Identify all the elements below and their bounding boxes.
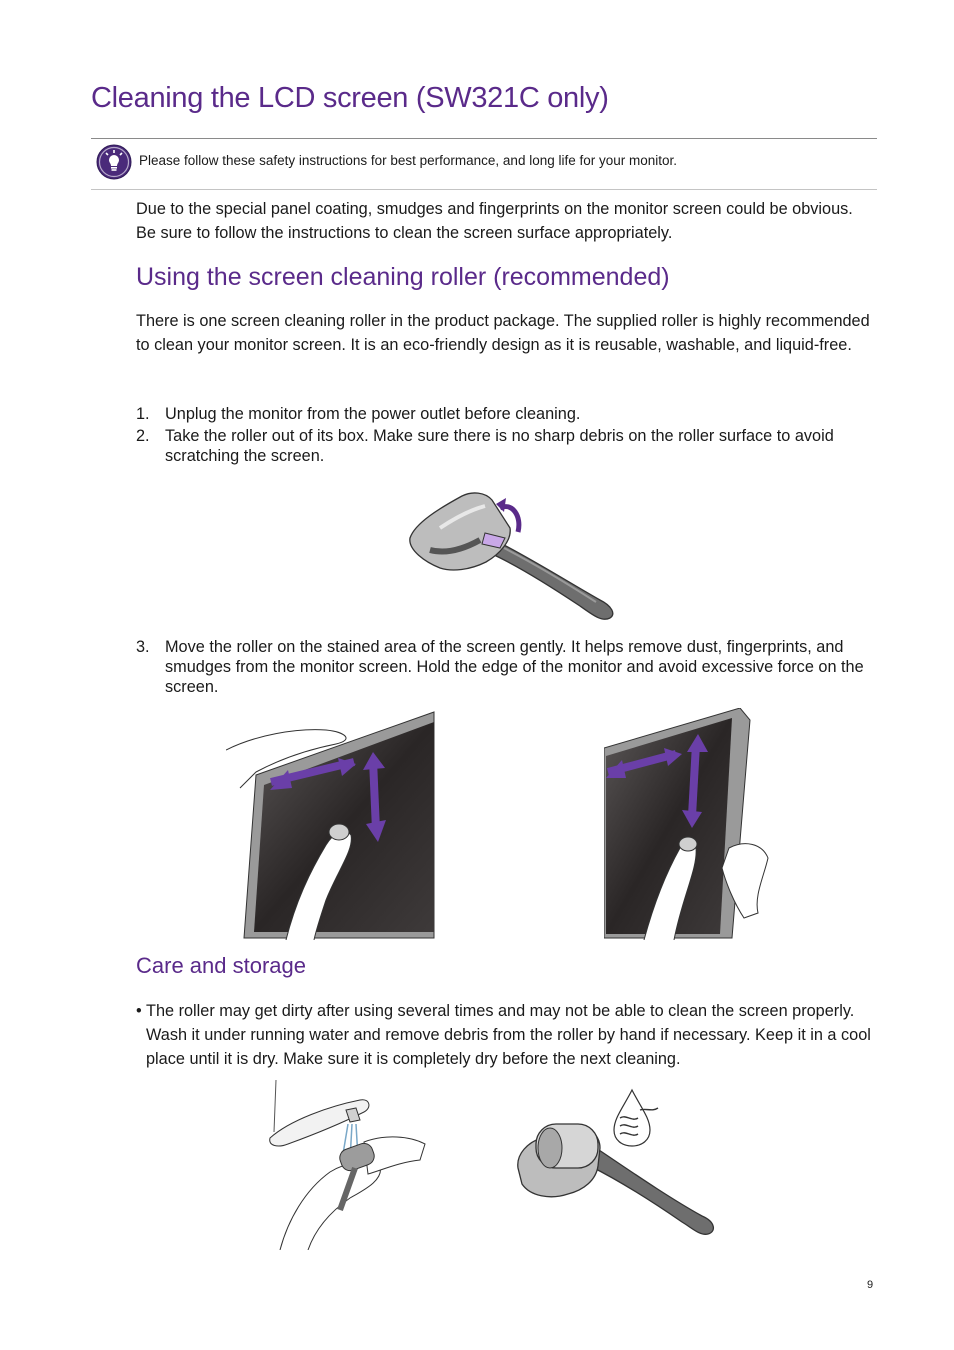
step-number: 2.	[136, 427, 150, 445]
section-title: Using the screen cleaning roller (recommended)	[136, 263, 670, 291]
step-1	[136, 404, 876, 424]
page-title: Cleaning the LCD screen (SW321C only)	[91, 82, 609, 114]
step-text: Move the roller on the stained area of the screen gently. It helps remove dust, fingerprints, and smudges from the monitor screen. Hold the edge of the monitor and avoid excessive force on the screen.	[165, 638, 864, 696]
page-number: 9	[867, 1279, 874, 1291]
lightbulb-icon	[96, 144, 132, 180]
step-2	[136, 426, 876, 466]
care-title: Care and storage	[136, 953, 306, 978]
step-3	[136, 637, 876, 697]
drying-illustration	[506, 1088, 718, 1238]
divider-bottom	[91, 189, 877, 190]
intro-paragraph: Due to the special panel coating, smudges and fingerprints on the monitor screen could be obvious. Be sure to follow the instructions to clean the screen surface appropriately.	[136, 200, 853, 242]
care-bullet-text: The roller may get dirty after using several times and may not be able to clean the screen properly. Wash it under running water and remove debris from the roller by hand if necessary. Keep it in a cool place until it is dry. Make sure it is completely dry before the next cleaning.	[146, 1002, 871, 1068]
monitor-cleaning-illustration-left	[226, 710, 436, 940]
roller-illustration	[400, 488, 622, 620]
step-text: Unplug the monitor from the power outlet before cleaning.	[165, 405, 581, 423]
step-number: 3.	[136, 638, 150, 656]
section-intro: There is one screen cleaning roller in the product package. The supplied roller is highly recommended to clean your monitor screen. It is an eco-friendly design as it is reusable, washable, and liquid-free.	[136, 312, 870, 354]
step-number: 1.	[136, 405, 150, 423]
bullet-dot: •	[136, 1002, 142, 1020]
tip-text: Please follow these safety instructions for best performance, and long life for your monitor.	[139, 153, 678, 168]
monitor-cleaning-illustration-right	[604, 708, 774, 940]
divider-top	[91, 138, 877, 139]
washing-illustration	[260, 1080, 428, 1250]
step-text: Take the roller out of its box. Make sure there is no sharp debris on the roller surface to avoid scratching the screen.	[165, 427, 834, 465]
care-bullet	[136, 999, 876, 1071]
